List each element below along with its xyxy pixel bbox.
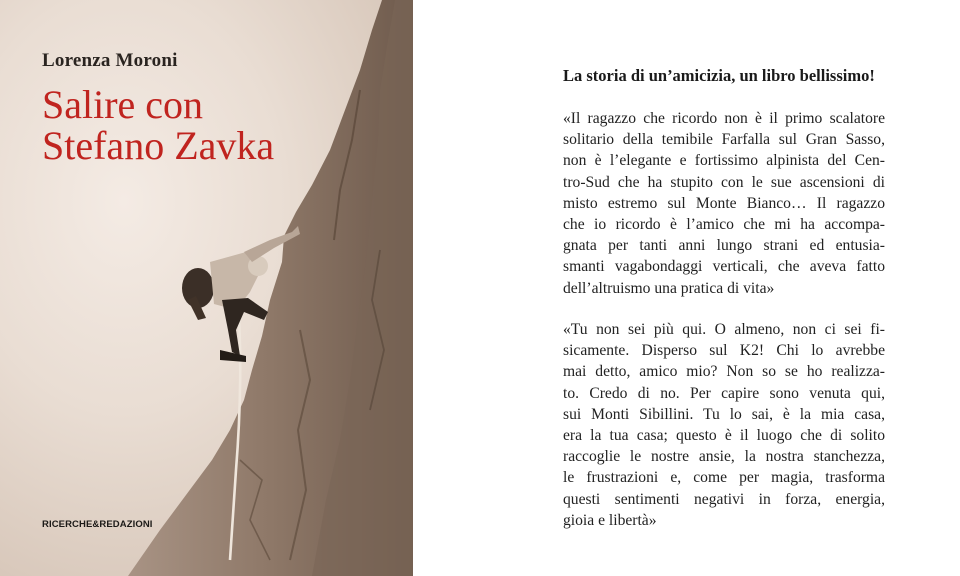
text-line: dell’altruismo una pratica di vita» xyxy=(563,279,775,297)
text-line: questi sentimenti negativi in forza, energia, xyxy=(563,490,885,508)
book-title xyxy=(42,84,372,166)
text-line: mai detto, amico mio? Non so se ho realizza- xyxy=(563,363,885,381)
back-page xyxy=(413,0,960,576)
text-line: gioia e libertà» xyxy=(563,511,657,529)
book-cover xyxy=(0,0,413,576)
text-line: solitario della temibile Farfalla sul Gran Sasso, xyxy=(563,131,885,149)
title-line: Salire con xyxy=(42,82,204,127)
publisher-logo: RICERCHE&REDAZIONI xyxy=(42,519,153,530)
text-line: era la tua casa; questo è il luogo che di solito xyxy=(563,427,885,445)
text-line: sui Monti Sibillini. Tu lo sai, è la mia casa, xyxy=(563,405,885,423)
quote-paragraph-2 xyxy=(563,319,885,531)
quote-paragraph-1 xyxy=(563,108,885,299)
text-line: che io ricordo è l’amico che mi ha accompa- xyxy=(563,216,885,234)
text-line: to. Credo di no. Per capire sono venuta qui, xyxy=(563,384,885,402)
headline: La storia di un’amicizia, un libro bellissimo! xyxy=(563,66,875,85)
text-line: tro-Sud che ha stupito con le sue ascensioni di xyxy=(563,173,885,191)
text-line: «Tu non sei più qui. O almeno, non ci sei fi- xyxy=(563,321,885,338)
text-line: «Il ragazzo che ricordo non è il primo scalatore xyxy=(563,110,885,127)
author-name: Lorenza Moroni xyxy=(42,50,178,71)
text-line: gnata per tanti anni lungo strani ed entusia- xyxy=(563,237,885,255)
text-line: le frustrazioni e, come per magia, trasforma xyxy=(563,469,885,487)
text-line: raccoglie le nostre ansie, la nostra stanchezza, xyxy=(563,448,885,466)
text-line: misto estremo sul Monte Bianco… Il ragazzo xyxy=(563,194,885,212)
text-line: sicamente. Disperso sul K2! Chi lo avrebbe xyxy=(563,342,885,360)
text-line: non è l’elegante e fortissimo alpinista del Cen- xyxy=(563,152,885,170)
title-line: Stefano Zavka xyxy=(42,123,275,168)
text-line: smanti vagabondaggi verticali, che aveva fatto xyxy=(563,258,885,276)
